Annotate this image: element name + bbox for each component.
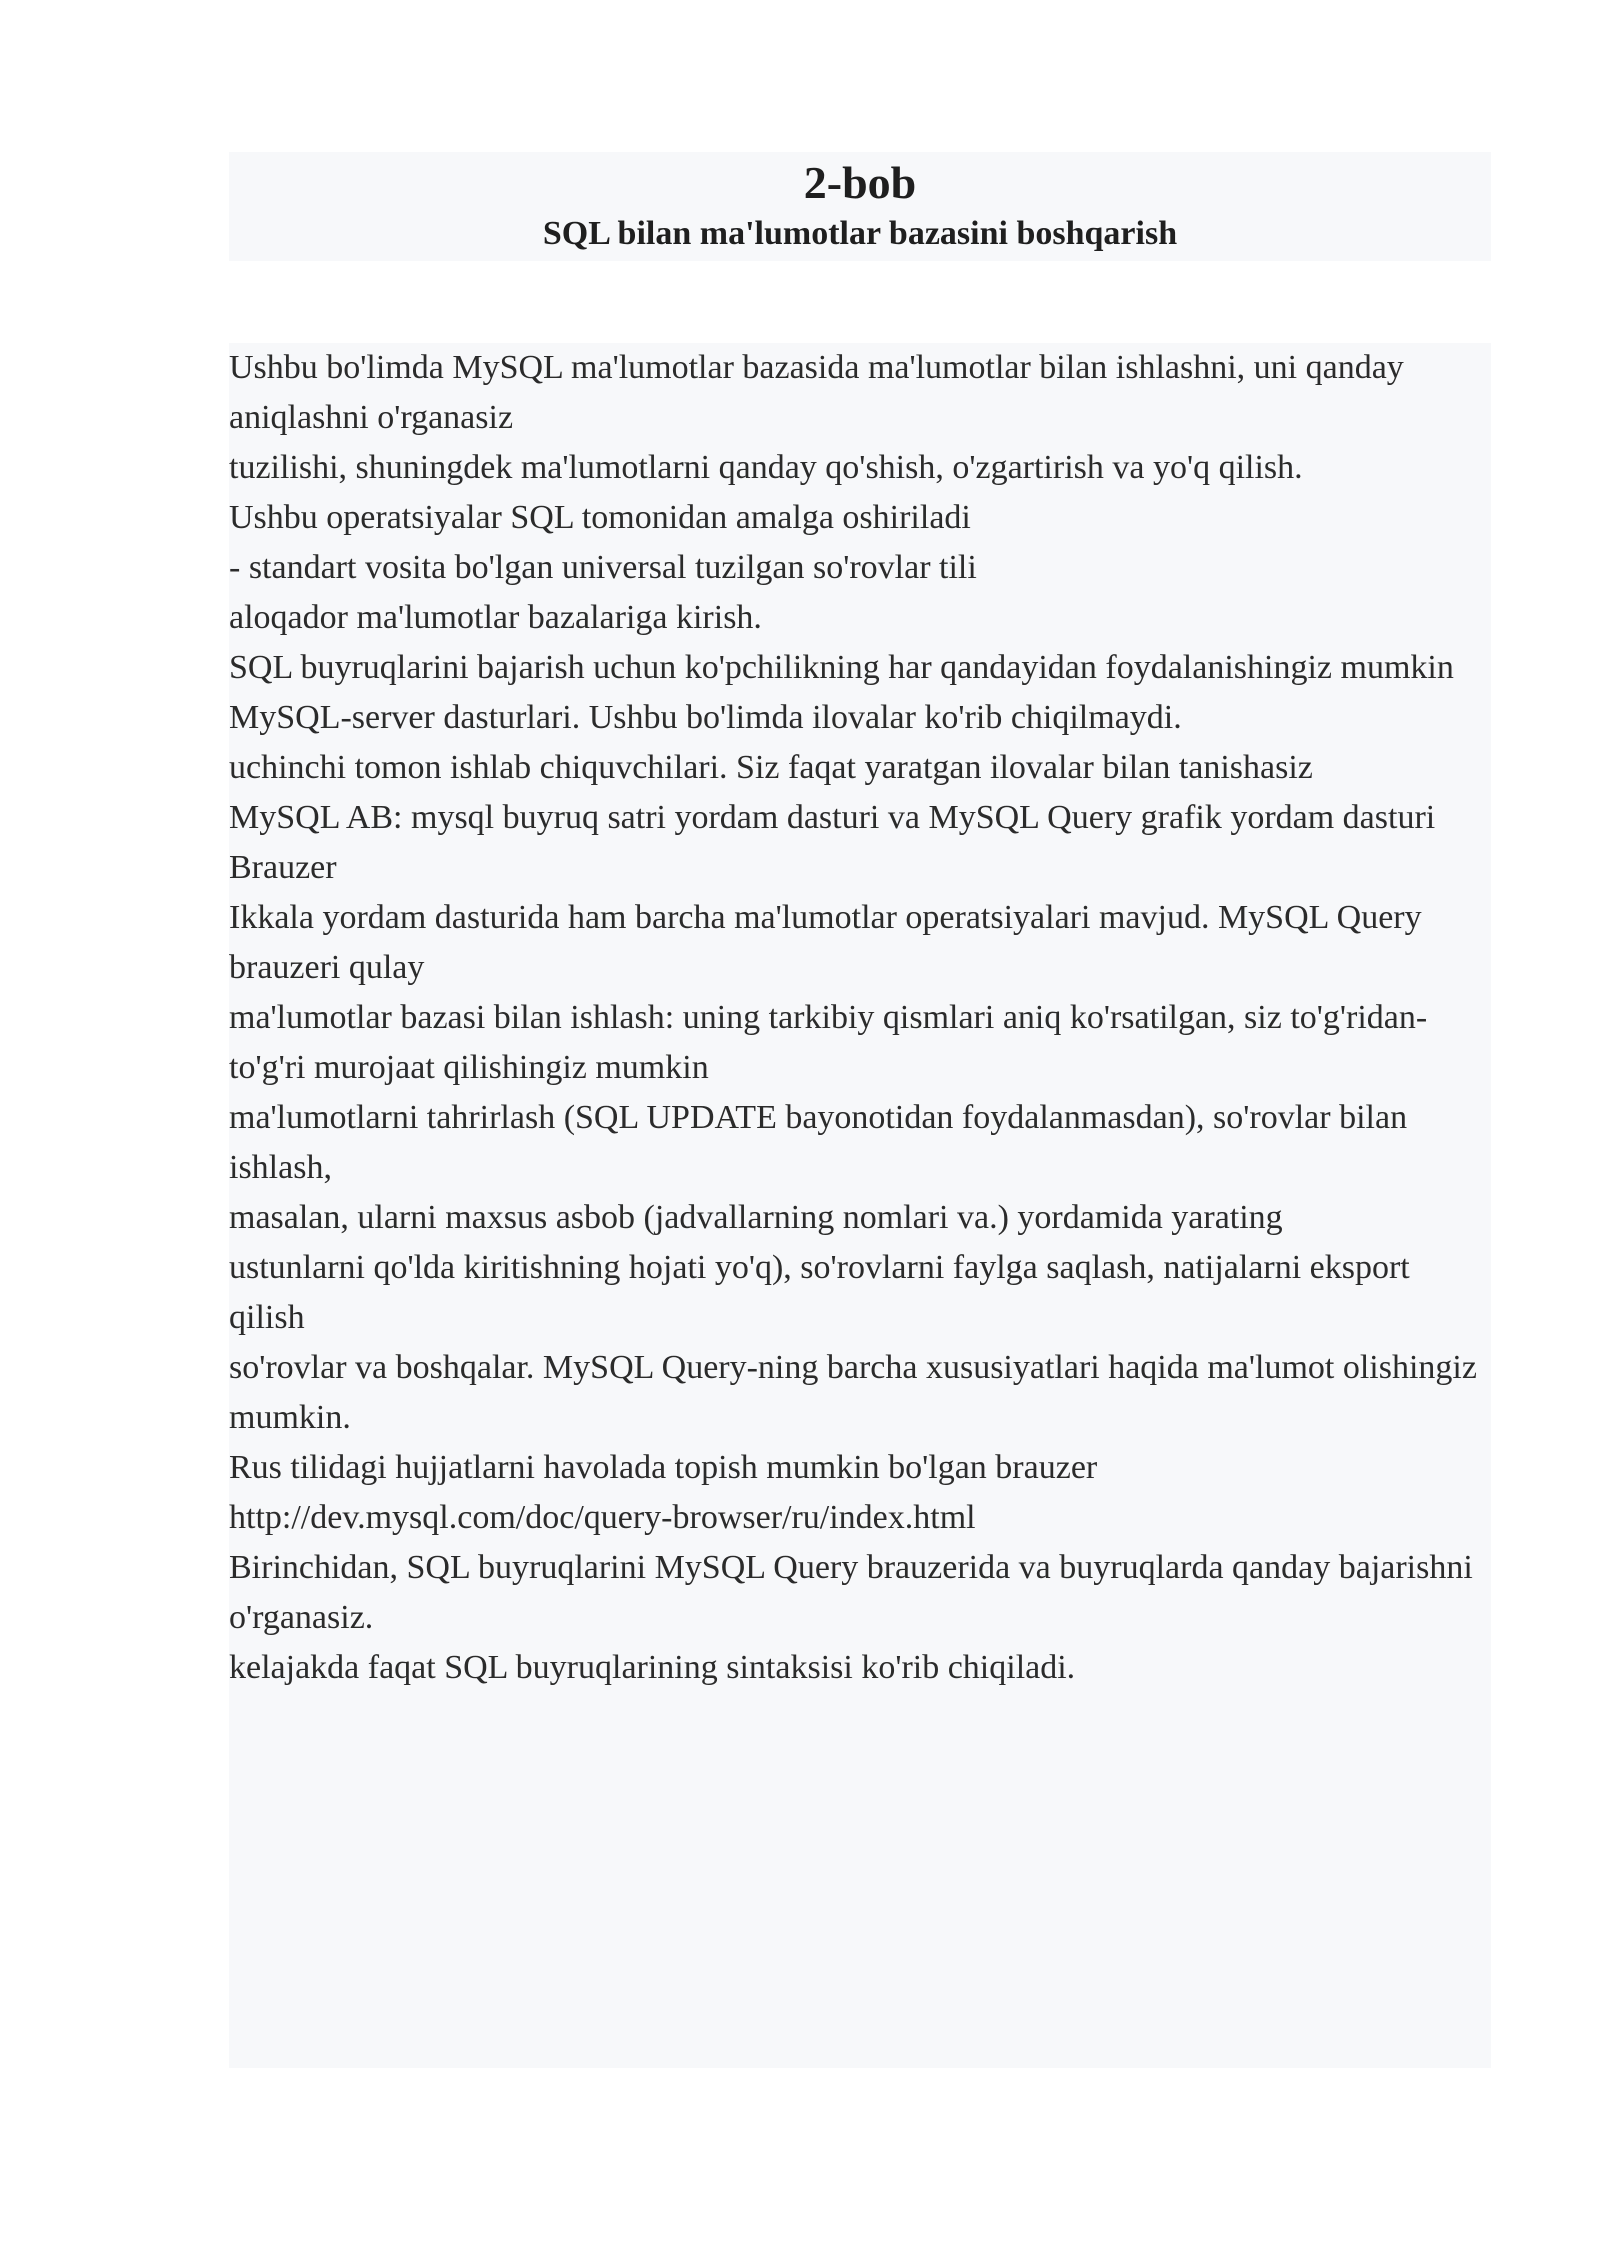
body-line: ma'lumotlar bazasi bilan ishlash: uning tarkibiy qismlari aniq ko'rsatilgan, siz to'g'ridan-to'g'ri murojaat qilishingiz mumkin [229,999,1428,1086]
body-line: Rus tilidagi hujjatlarni havolada topish mumkin bo'lgan brauzer [229,1449,1098,1486]
chapter-header [229,152,1491,261]
body-line: Ushbu operatsiyalar SQL tomonidan amalga oshiriladi [229,499,971,536]
body-line: tuzilishi, shuningdek ma'lumotlarni qanday qo'shish, o'zgartirish va yo'q qilish. [229,449,1303,486]
body-line: ma'lumotlarni tahrirlash (SQL UPDATE bayonotidan foydalanmasdan), so'rovlar bilan ishlash, [229,1099,1408,1186]
body-line: ustunlarni qo'lda kiritishning hojati yo'q), so'rovlarni faylga saqlash, natijalarni eksport qilish [229,1249,1410,1336]
body-line: SQL buyruqlarini bajarish uchun ko'pchilikning har qandayidan foydalanishingiz mumkin [229,649,1454,686]
body-paragraph [229,343,1491,1693]
chapter-title: 2-bob [803,157,917,208]
chapter-subtitle: SQL bilan ma'lumotlar bazasini boshqarish [542,215,1178,252]
body-line: Brauzer [229,849,337,886]
body-line: masalan, ularni maxsus asbob (jadvallarning nomlari va.) yordamida yarating [229,1199,1283,1236]
body-line: MySQL-server dasturlari. Ushbu bo'limda ilovalar ko'rib chiqilmaydi. [229,699,1182,736]
body-line: http://dev.mysql.com/doc/query-browser/ru/index.html [229,1499,976,1536]
body-line: Ushbu bo'limda MySQL ma'lumotlar bazasida ma'lumotlar bilan ishlashni, uni qanday aniqlashni o'rganasiz [229,349,1404,436]
body-line: aloqador ma'lumotlar bazalariga kirish. [229,599,762,636]
body-line: - standart vosita bo'lgan universal tuzilgan so'rovlar tili [229,549,977,586]
body-line: uchinchi tomon ishlab chiquvchilari. Siz faqat yaratgan ilovalar bilan tanishasiz [229,749,1313,786]
body-line: MySQL AB: mysql buyruq satri yordam dasturi va MySQL Query grafik yordam dasturi [229,799,1436,836]
body-line: Ikkala yordam dasturida ham barcha ma'lumotlar operatsiyalari mavjud. MySQL Query brauzeri qulay [229,899,1422,986]
body-text-block [229,343,1491,2068]
body-line: kelajakda faqat SQL buyruqlarining sintaksisi ko'rib chiqiladi. [229,1649,1076,1686]
body-line: Birinchidan, SQL buyruqlarini MySQL Query brauzerida va buyruqlarda qanday bajarishni o'rganasiz. [229,1549,1473,1636]
body-line: so'rovlar va boshqalar. MySQL Query-ning barcha xususiyatlari haqida ma'lumot olishingiz mumkin. [229,1349,1477,1436]
